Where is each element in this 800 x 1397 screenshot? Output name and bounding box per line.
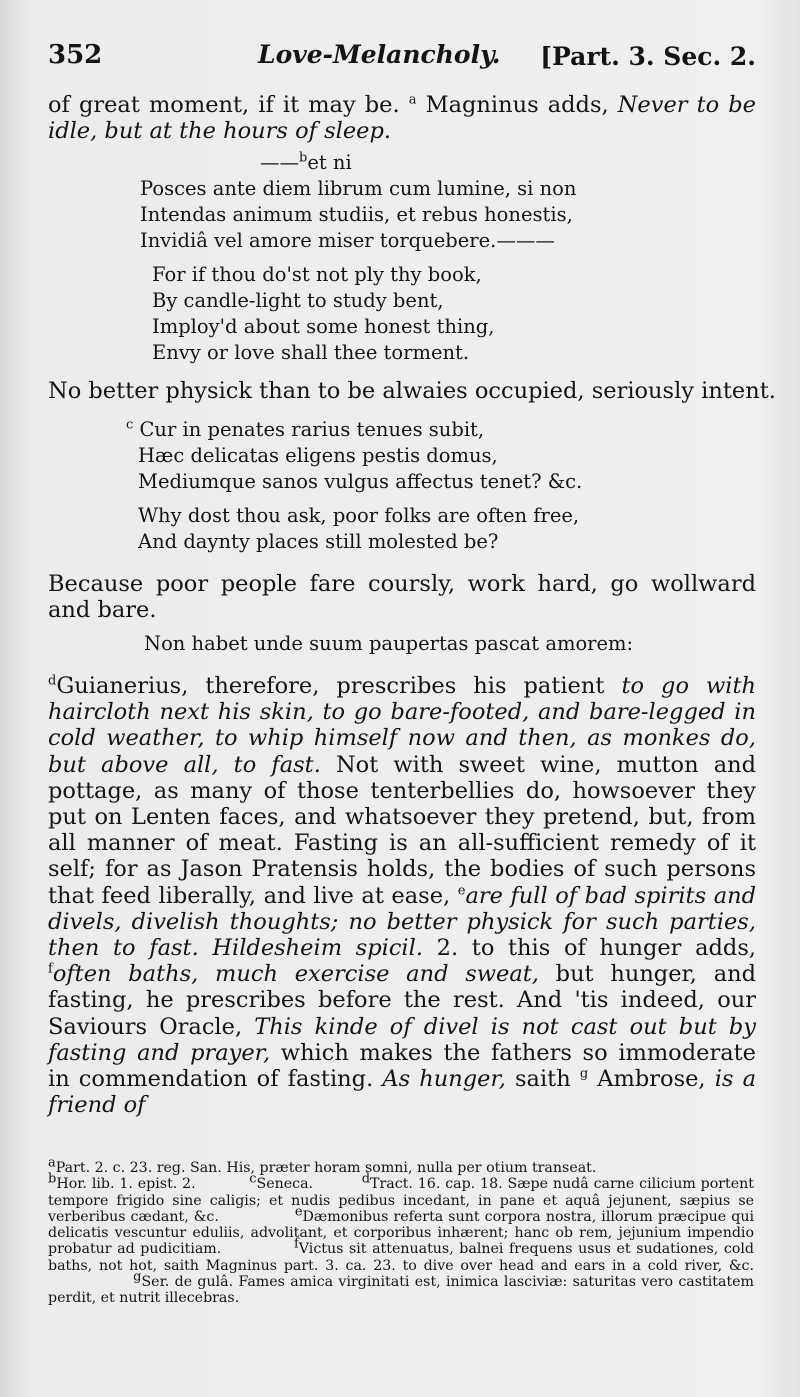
paragraph-4 xyxy=(48,673,756,1118)
text-run: Magninus adds, xyxy=(416,92,618,118)
footnote-ref-b[interactable]: b xyxy=(299,150,308,166)
dash: —— xyxy=(260,151,299,175)
footnote-text: Hor. lib. 1. epist. 2. xyxy=(56,1176,196,1193)
verse-line: Hæc delicatas eligens pestis domus, xyxy=(138,443,498,467)
verse-line: Intendas animum studiis, et rebus honestis, xyxy=(140,203,573,227)
paragraph-3: Because poor people fare coursly, work hard, go wollward and bare. xyxy=(48,570,756,623)
verse-line: Imploy'd about some honest thing, xyxy=(152,315,495,339)
footnote-text: Part. 2. c. 23. reg. San. His, præter horam somni, nulla per otium transeat. xyxy=(55,1160,597,1176)
footnote-b-c-d xyxy=(48,1171,754,1307)
footnote-text: Tract. 16. cap. 18. Sæpe nudâ carne cilicium portent tempore frigido sine caligis; et nudis pedibus incedant, in pane et aquâ jejunent, sæpius se verberibus cædant, &c. xyxy=(48,1176,754,1225)
footnote-marker: f xyxy=(293,1236,299,1252)
footnote-marker: g xyxy=(133,1269,142,1285)
footnote-ref-g[interactable]: g xyxy=(579,1066,589,1082)
paragraph-1 xyxy=(48,92,756,144)
italic-run: This kinde of divel is not cast out but by fasting and prayer, xyxy=(48,1013,756,1066)
footnote-marker: a xyxy=(48,1155,56,1171)
english-verse-2 xyxy=(48,503,756,555)
verse-line: For if thou do'st not ply thy book, xyxy=(152,263,482,287)
verse-line xyxy=(48,417,756,443)
text-run xyxy=(199,935,213,961)
main-text xyxy=(48,92,776,1119)
text-run: saith xyxy=(505,1066,580,1093)
footnote-text: Dæmonibus referta sunt corpora nostra, illorum præcipue qui delicatis vescuntur eduliis, advolitant, et corporibus inhærent; hanc ob rem, jejunium impendio probatur ad pudicitiam. xyxy=(48,1208,754,1258)
footnote-ref-e[interactable]: e xyxy=(457,883,466,899)
footnote-text: Victus sit attenuatus, balnei frequens usus et sudationes, cold baths, not hot, saith Magninus part. 3. ca. 23. to dive over head and ears in a cold river, &c. xyxy=(48,1241,754,1274)
text-run: Ambrose, xyxy=(588,1066,715,1093)
footnote-marker: c xyxy=(249,1171,257,1187)
part-section-label: [Part. 3. Sec. 2. xyxy=(540,42,756,71)
italic-run: is a friend of xyxy=(48,1066,756,1119)
paragraph-2: No better physick than to be alwaies occupied, seriously intent. xyxy=(48,378,776,405)
verse-line: Mediumque sanos vulgus affectus tenet? &c. xyxy=(138,469,583,493)
italic-run: to go with haircloth next his skin, to go bare-footed, and bare-legged in cold weather, to whip himself now and then, as monkes do, but above all, to fast. xyxy=(48,673,756,778)
text-run: which makes the fathers so immoderate in commendation of fasting. xyxy=(48,1039,756,1093)
verse-lead xyxy=(48,150,756,176)
text-run: 2. to this of hunger adds, xyxy=(422,935,757,962)
footnote-ref-c[interactable]: c xyxy=(126,417,134,433)
verse-line: Posces ante diem librum cum lumine, si non xyxy=(140,177,577,201)
text-run: Guianerius, therefore, prescribes his patient xyxy=(56,673,622,700)
footnote-text: Seneca. xyxy=(256,1176,314,1193)
footnote-text: Ser. de gulâ. Fames amica virginitati est, inimica lasciviæ: saturitas vero castitatem perdit, et nutrit illecebras. xyxy=(48,1274,754,1307)
text-run: of great moment, if it may be. xyxy=(48,92,409,118)
italic-run: Never to be idle, but at the hours of sleep. xyxy=(48,92,756,145)
latin-verse-1 xyxy=(48,176,756,254)
italic-run: As hunger, xyxy=(382,1066,506,1093)
running-header xyxy=(48,40,760,80)
verse-line: Why dost thou ask, poor folks are often free, xyxy=(138,503,580,527)
footnote-marker: e xyxy=(294,1204,303,1220)
footnote-a xyxy=(48,1155,754,1176)
english-verse-1 xyxy=(48,262,756,366)
footnote-ref-f[interactable]: f xyxy=(48,961,53,977)
text-run: Cur in penates rarius tenues subit, xyxy=(139,417,485,441)
footnote-ref-a[interactable]: a xyxy=(408,92,417,108)
verse-line: By candle-light to study bent, xyxy=(152,289,444,313)
footnote-marker: b xyxy=(48,1171,57,1187)
verse-line: Invidiâ vel amore miser torquebere.——— xyxy=(140,229,555,253)
text-run: et ni xyxy=(307,151,352,175)
footnotes xyxy=(48,1155,754,1307)
italic-run: Hildesheim spicil. xyxy=(212,935,423,962)
verse-line: And daynty places still molested be? xyxy=(138,529,499,553)
latin-line: Non habet unde suum paupertas pascat amorem: xyxy=(144,632,634,656)
italic-run: often baths, much exercise and sweat, xyxy=(52,961,539,988)
page-number: 352 xyxy=(48,40,103,70)
running-title: Love-Melancholy. xyxy=(258,40,501,69)
text-run: Not with sweet wine, mutton and pottage, as many of those tenterbellies do, howsoever they put on Lenten faces, and whatsoever they pretend, but, from all manner of meat. Fasting is an all-sufficient remedy of it self; for as Jason Pratensis holds, the bodies of such persons that feed liberally, and live at ease, xyxy=(48,751,757,909)
footnote-ref-d[interactable]: d xyxy=(48,673,57,689)
latin-verse-2 xyxy=(48,417,756,495)
verse-line: Envy or love shall thee torment. xyxy=(152,341,470,365)
footnote-marker: d xyxy=(361,1171,371,1187)
text-run: but hunger, and fasting, he prescribes before the rest. And 'tis indeed, our Saviours Oracle, xyxy=(48,961,756,1040)
italic-run: are full of bad spirits and divels, divelish thoughts; no better physick for such parties, then to fast. xyxy=(48,882,757,962)
